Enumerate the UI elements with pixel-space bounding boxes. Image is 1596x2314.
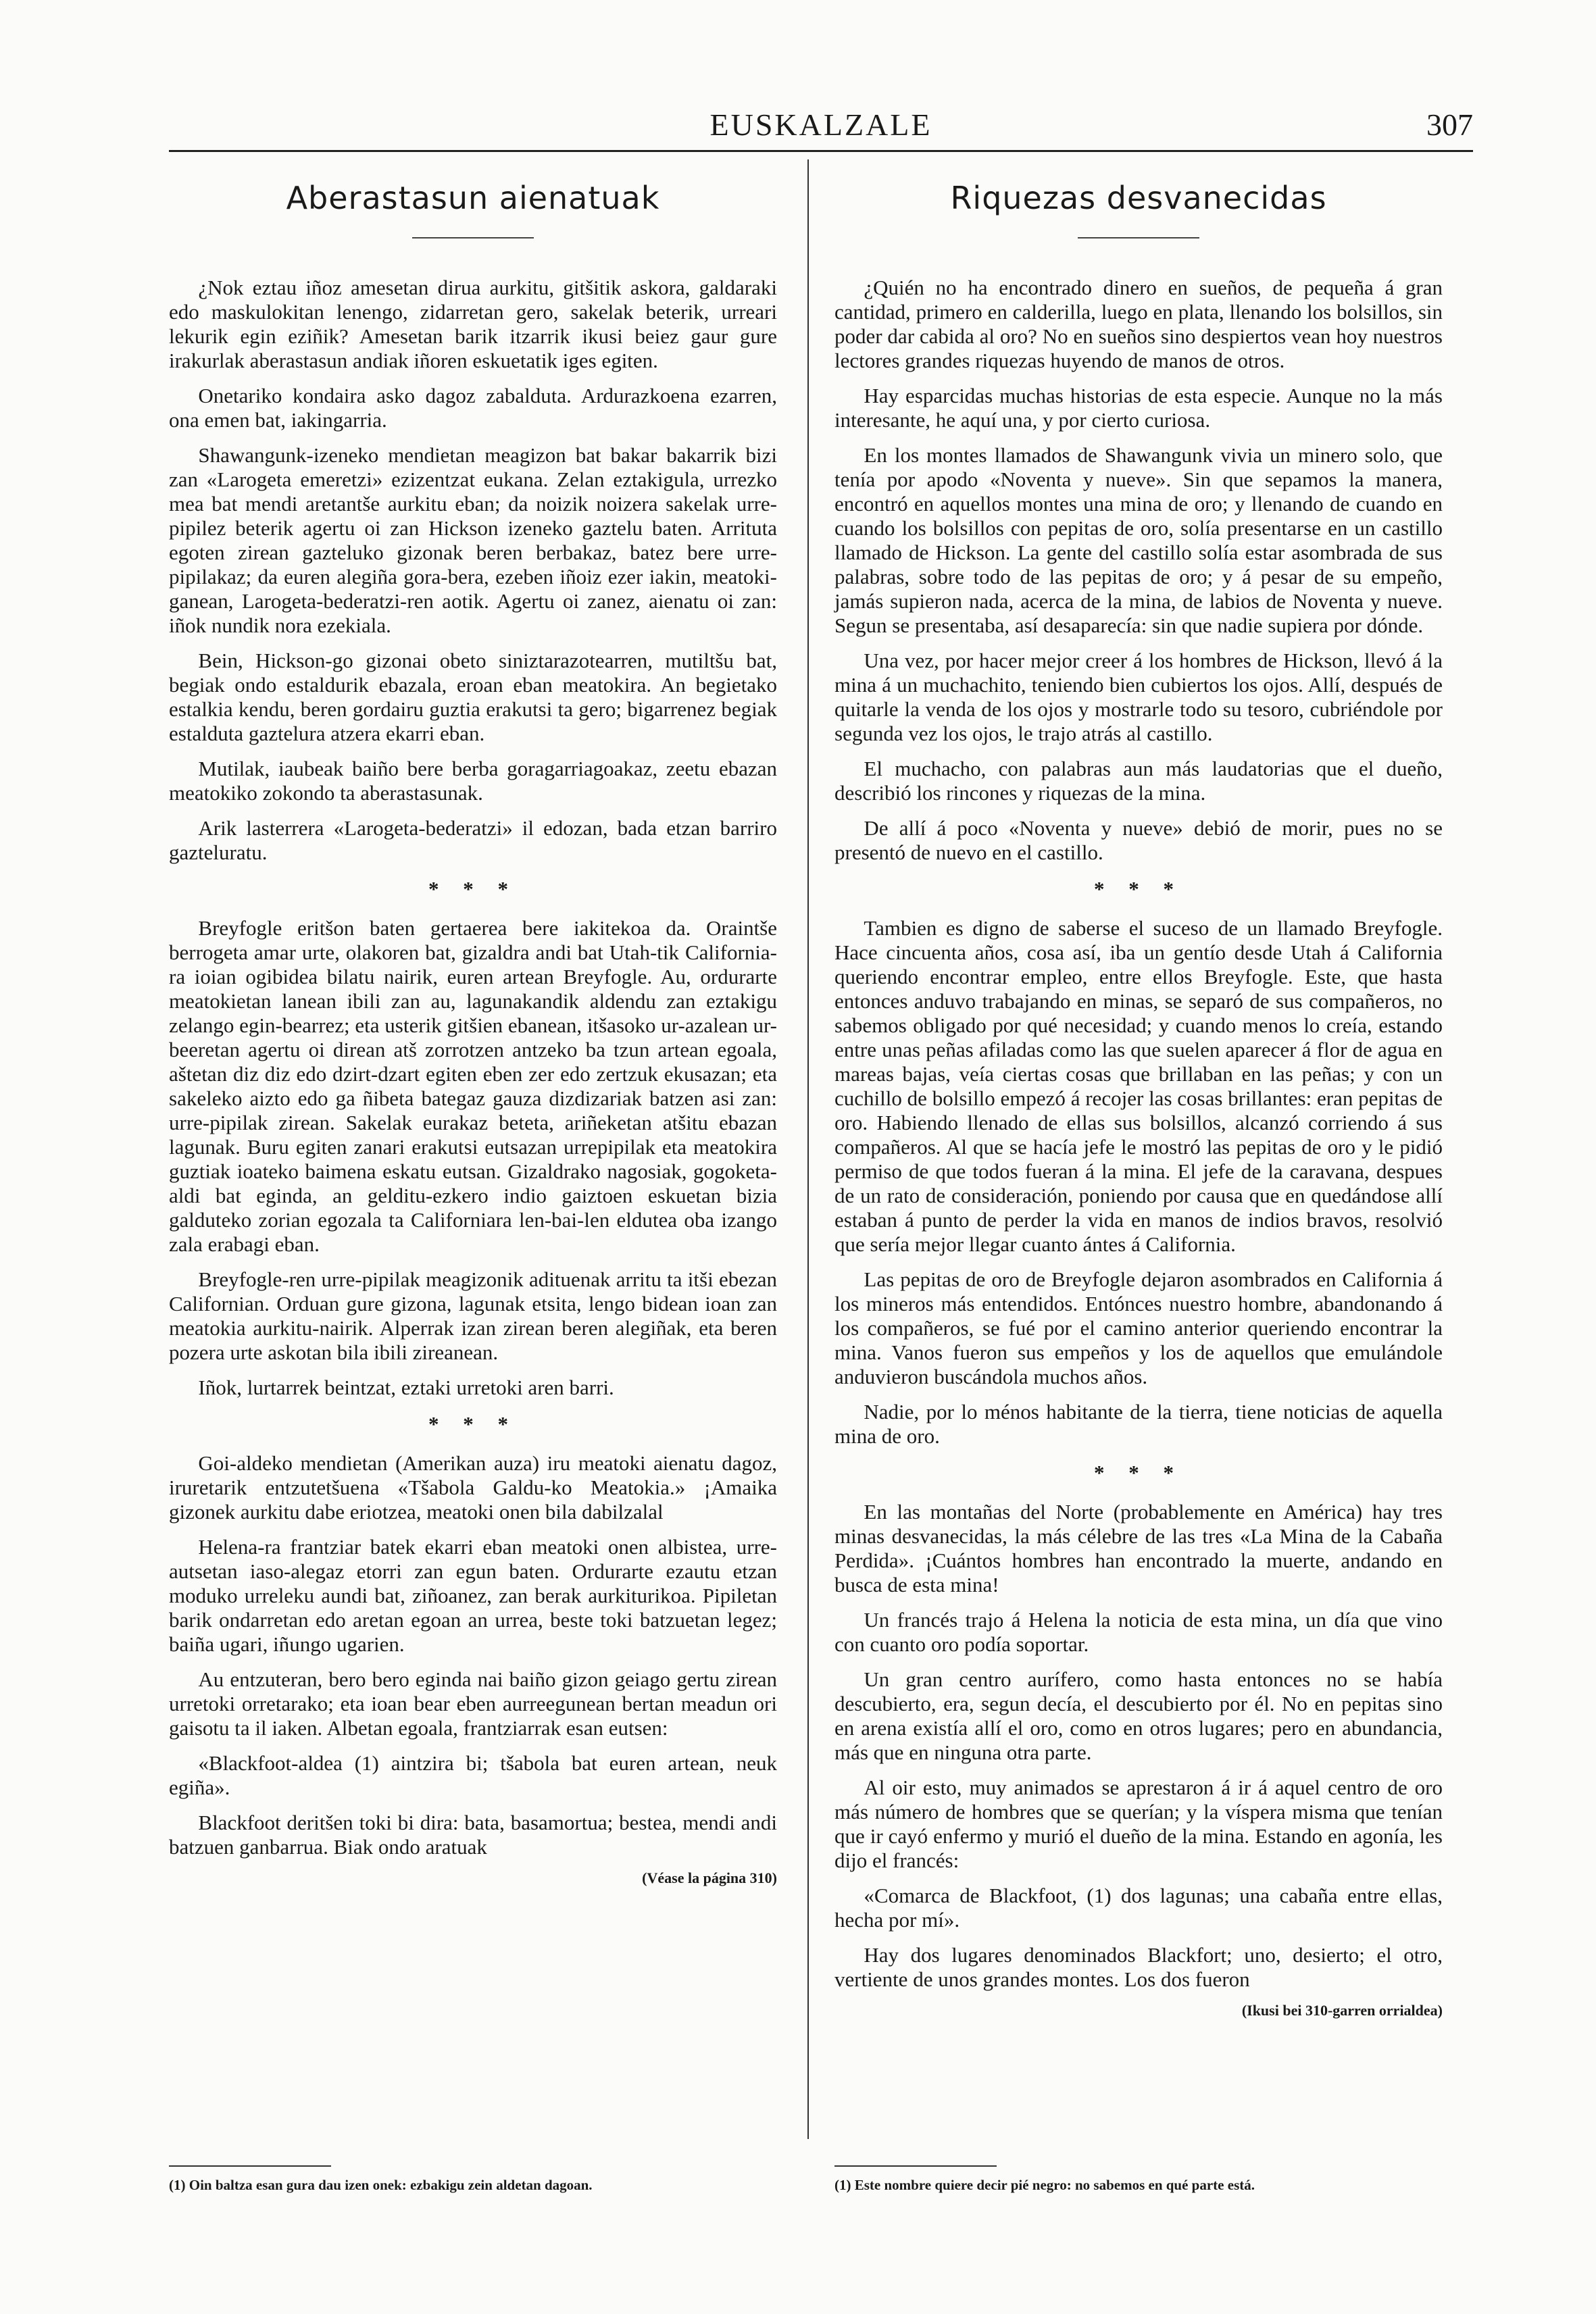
paragraph: «Blackfoot-aldea (1) aintzira bi; tšabola bat euren artean, neuk egiña».	[169, 1751, 777, 1799]
running-header	[169, 107, 1473, 147]
article-title-basque: Aberastasun aienatuak	[286, 180, 660, 216]
running-title: EUSKALZALE	[709, 107, 932, 142]
paragraph: Al oir esto, muy animados se aprestaron á ir á aquel centro de oro más número de hombres que se querían; y la víspera misma que tenían que ir cayó enfermo y murió el dueño de la mina. Estando en agonía, les dijo el francés:	[834, 1776, 1443, 1872]
paragraph: Tambien es digno de saberse el suceso de un llamado Breyfogle. Hace cincuenta años, cosa así, iba un gentío desde Utah á California queriendo encontrar empleo, entre ellos Breyfogle. Este, que hasta entonces anduvo trabajando en minas, se separó de sus compañeros, no sabemos obligado por qué necesidad; y cuando menos lo creía, estando entre unas peñas afiladas como las que suelen aparecer á flor de agua en mareas bajas, veía ciertas cosas que brillaban en las peñas; y con un cuchillo de bolsillo empezó á recojer las cosas brillantes: eran pepitas de oro. Habiendo llenado de ellas sus bolsillos, alcanzó corriendo á sus compañeros. Al que se hacía jefe le mostró las pepitas de oro y le pidió permiso de que todos fueran á la mina. El jefe de la caravana, despues de un rato de consideración, poniendo por causa que en quedándose allí estaban á punto de perder la vida en manos de indios bravos, resolvió que sería mejor llegar cuanto ántes á California.	[834, 916, 1443, 1256]
paragraph: ¿Quién no ha encontrado dinero en sueños, de pequeña á gran cantidad, primero en calderilla, luego en plata, llenando los bolsillos, sin poder dar cabida al oro? No en sueños sino despiertos vean hoy nuestros lectores grandes riquezas huyendo de manos de otros.	[834, 276, 1443, 372]
paragraph: Arik lasterrera «Larogeta-bederatzi» il edozan, bada etzan barriro gazteluratu.	[169, 816, 777, 864]
continued-note: (Ikusi bei 310-garren orrialdea)	[1241, 2002, 1443, 2019]
paragraph: ¿Nok eztau iñoz amesetan dirua aurkitu, gitšitik askora, galdaraki edo maskulokitan lenengo, zidarretan gero, sakelak beterik, urreari lekurik egin eziñik? Amesetan barik itzarrik ikusi beiez gaur gure irakurlak aberastasun andiak iñoren eskuetatik iges egiten.	[169, 276, 777, 372]
basque-column	[169, 172, 777, 1890]
paragraph: Un francés trajo á Helena la noticia de esta mina, un día que vino con cuanto oro podía soportar.	[834, 1608, 1443, 1656]
section-separator: * * *	[1094, 1461, 1183, 1484]
footnote-basque: (1) Oin baltza esan gura dau izen onek: ezbakigu zein aldetan dagoan.	[169, 2177, 593, 2193]
footnote-rule	[169, 2165, 331, 2167]
paragraph: Iñok, lurtarrek beintzat, eztaki urretoki aren barri.	[198, 1376, 614, 1399]
paragraph: En los montes llamados de Shawangunk vivia un minero solo, que tenía por apodo «Noventa y nueve». Sin que sepamos la manera, encontró en aquellos montes una mina de oro; y llenando de cuando en cuando los bolsillos con pepitas de oro, solía presentarse en un castillo llamado de Hickson. La gente del castillo solía estar asombrada de sus palabras, sobre todo de las pepitas de oro; y á pesar de su empeño, jamás supieron nada, acerca de la mina, de labios de Noventa y nueve. Segun se presentaba, así desaparecía: sin que nadie supiera por dónde.	[834, 443, 1443, 637]
column-divider	[807, 159, 809, 2139]
header-rule	[169, 150, 1473, 152]
footnote-spanish: (1) Este nombre quiere decir pié negro: no sabemos en qué parte está.	[834, 2177, 1255, 2193]
paragraph: Hay esparcidas muchas historias de esta especie. Aunque no la más interesante, he aquí una, y por cierto curiosa.	[834, 384, 1443, 432]
section-separator: * * *	[428, 1412, 518, 1436]
paragraph: Breyfogle eritšon baten gertaerea bere iakitekoa da. Oraintše berrogeta amar urte, olakoren bat, gizaldra andi bat Utah-tik California-ra ioian ogibidea bilatu nairik, euren artean Breyfogle. Au, ordurarte meatokietan lanean ibili zan au, lagunakandik aldendu zan eztakigu zelango egin-bearrez; eta usterik gitšien ebanean, itšasoko ur-azalean ur-beeretan agertu oi direan atš zorrotzen antzeko ba tzun artean egoala, aštetan diz diz edo dzirt-dzart egiten eben zer edo zertzuk ekusazan; eta sakeleko aizto edo ga ñibeta bategaz gauza dizdizariak batzen asi zan: urre-pipilak zirean. Sakelak eurakaz beteta, ariñeketan atšitu ebazan lagunak. Buru egiten zanari erakutsi eutsazan urrepipilak eta meatokira guztiak ioateko baimena eskatu eutsan. Gizaldrako nagosiak, gogoketa-aldi bat eginda, an gelditu-ezkero indio gaiztoen eskuetan bizia galduteko zorian egozala ta Californiara len-bai-len eldutea oba izango zala erabagi eban.	[169, 916, 777, 1256]
paragraph: De allí á poco «Noventa y nueve» debió de morir, pues no se presentó de nuevo en el castillo.	[834, 816, 1443, 864]
paragraph: Una vez, por hacer mejor creer á los hombres de Hickson, llevó á la mina á un muchachito, teniendo bien cubiertos los ojos. Allí, después de quitarle la venda de los ojos y mostrarle todo su tesoro, cubriéndole por segunda vez los ojos, le trajo atrás al castillo.	[834, 649, 1443, 745]
paragraph: Nadie, por lo ménos habitante de la tierra, tiene noticias de aquella mina de oro.	[834, 1400, 1443, 1448]
spanish-column	[834, 172, 1443, 2023]
paragraph: Las pepitas de oro de Breyfogle dejaron asombrados en California á los mineros más entendidos. Entónces nuestro hombre, abandonando á los compañeros, se fué por el camino anterior queriendo encontrar la mina. Vanos fueron sus empeños y los de aquellos que emulándole anduvieron buscándola muchos años.	[834, 1267, 1443, 1388]
paragraph: En las montañas del Norte (probablemente en América) hay tres minas desvanecidas, la más célebre de las tres «La Mina de la Cabaña Perdida». ¡Cuántos hombres han encontrado la muerte, andando en busca de esta mina!	[834, 1500, 1443, 1596]
paragraph: «Comarca de Blackfoot, (1) dos lagunas; una cabaña entre ellas, hecha por mí».	[834, 1884, 1443, 1932]
paragraph: Mutilak, iaubeak baiño bere berba goragarriagoakaz, zeetu ebazan meatokiko zokondo ta aberastasunak.	[169, 757, 777, 805]
paragraph: Blackfoot deritšen toki bi dira: bata, basamortua; bestea, mendi andi batzuen ganbarrua. Biak ondo aratuak	[169, 1811, 777, 1859]
paragraph: Au entzuteran, bero bero eginda nai baiño gizon geiago gertu zirean urretoki orretarako; eta ioan bear eben aurreegunean bertan meadun ori gaisotu ta il iaken. Albetan egoala, frantziarrak esan eutsen:	[169, 1667, 777, 1740]
continued-note: (Véase la página 310)	[642, 1869, 777, 1886]
paragraph: Helena-ra frantziar batek ekarri eban meatoki onen albistea, urre-autsetan iaso-alegaz etorri zan egun baten. Ordurarte ezautu etzan moduko urreleku aundi bat, ziñoanez, zan berak aurkiturikoa. Pipiletan barik ondarretan edo aretan egoan an urrea, beste toki batzuetan legez; baiña ugari, iñungo ugarien.	[169, 1535, 777, 1656]
article-title-spanish: Riquezas desvanecidas	[950, 180, 1327, 216]
section-separator: * * *	[1094, 877, 1183, 901]
title-rule	[412, 237, 534, 238]
paragraph: Goi-aldeko mendietan (Amerikan auza) iru meatoki aienatu dagoz, iruretarik entzutetšuena «Tšabola Galdu-ko Meatokia.» ¡Amaika gizonek aurkitu dabe eriotzea, meatoki onen bila dabilzalal	[169, 1451, 777, 1524]
page-number: 307	[1426, 107, 1473, 142]
section-separator: * * *	[428, 877, 518, 901]
paragraph: Onetariko kondaira asko dagoz zabalduta. Ardurazkoena ezarren, ona emen bat, iakingarria.	[169, 384, 777, 432]
paragraph: Un gran centro aurífero, como hasta entonces no se había descubierto, era, segun decía, el descubierto por él. No en pepitas sino en arena existía allí el oro, como en otros lugares; pero en abundancia, más que en ninguna otra parte.	[834, 1667, 1443, 1764]
paragraph: Breyfogle-ren urre-pipilak meagizonik adituenak arritu ta itši ebezan Californian. Orduan gure gizona, lagunak etsita, lengo bidean ioan zan meatokia aurkitu-nairik. Alperrak izan zirean beren alegiñak, eta beren pozera urte askotan bila ibili zireanean.	[169, 1267, 777, 1364]
footnote-rule	[834, 2165, 997, 2167]
paragraph: Hay dos lugares denominados Blackfort; uno, desierto; el otro, vertiente de unos grandes montes. Los dos fueron	[834, 1943, 1443, 1991]
paragraph: Shawangunk-izeneko mendietan meagizon bat bakar bakarrik bizi zan «Larogeta emeretzi» ezizentzat eukana. Zelan eztakigula, urrezko mea bat mendi aretantše aurkitu eban; da noizik noizera sakelak urre-pipilez beterik agertu oi zan Hickson izeneko gaztelu baten. Arrituta egoten zirean gazteluko gizonak beren berbakaz, batez bere urre-pipilakaz; da euren alegiña gora-bera, ezeben iñoiz ezer iakin, meatoki-ganean, Larogeta-bederatzi-ren aotik. Agertu oi zanez, aienatu oi zan: iñok nundik nora ezekiala.	[169, 443, 777, 637]
title-rule	[1078, 237, 1199, 238]
paragraph: Bein, Hickson-go gizonai obeto siniztarazotearren, mutiltšu bat, begiak ondo estaldurik ebazala, eroan eban meatokira. An begietako estalkia kendu, beren gordairu guztia erakutsi ta gero; bigarrenez begiak estalduta gaztelura atzera ekarri eban.	[169, 649, 777, 745]
paragraph: El muchacho, con palabras aun más laudatorias que el dueño, describió los rincones y riquezas de la mina.	[834, 757, 1443, 805]
